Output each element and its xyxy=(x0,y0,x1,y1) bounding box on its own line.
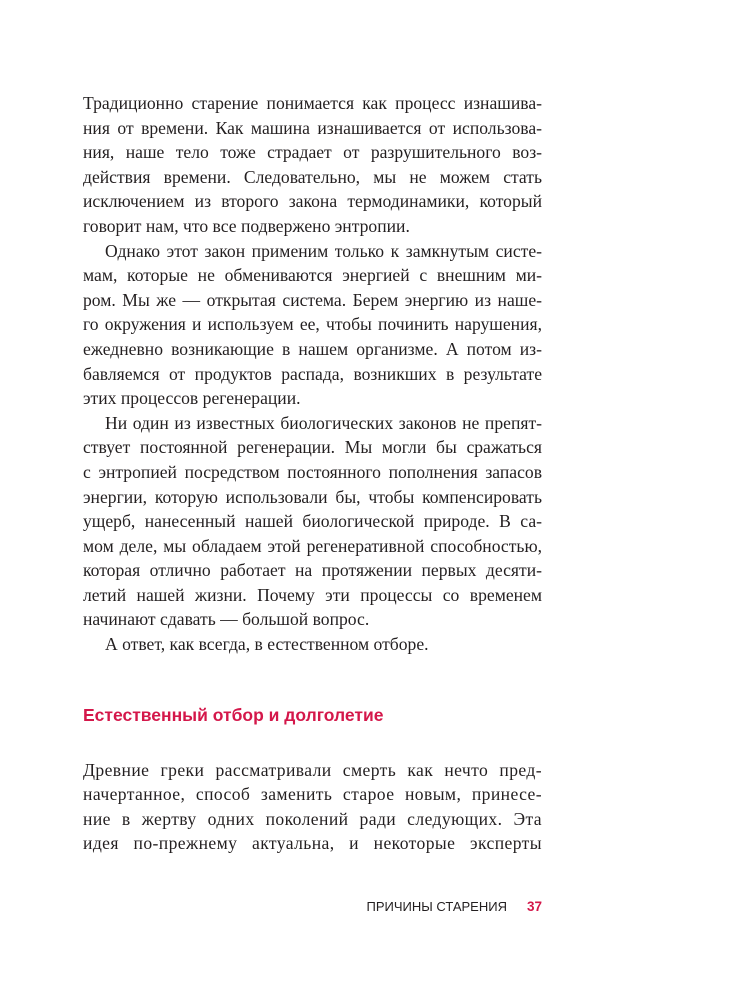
page-number: 37 xyxy=(526,899,542,914)
text-line: с энтропией посредством постоянного пополнения запасов xyxy=(83,461,542,482)
text-line: действия времени. Следовательно, мы не можем стать xyxy=(83,166,542,187)
running-title: ПРИЧИНЫ СТАРЕНИЯ xyxy=(366,899,507,914)
text-line: которая отлично работает на протяжении первых десяти- xyxy=(83,560,542,581)
text-line: начертанное, способ заменить старое новым, принесе- xyxy=(83,784,542,805)
text-line: летий нашей жизни. Почему эти процессы со временем xyxy=(83,584,542,605)
text-line: А ответ, как всегда, в естественном отборе. xyxy=(105,634,429,655)
body-text-bottom xyxy=(83,758,542,856)
text-line: ние в жертву одних поколений ради следующих. Эта xyxy=(83,808,542,829)
text-line: говорит нам, что все подвержено энтропии. xyxy=(83,215,410,236)
text-line: Однако этот закон применим только к замкнутым систе- xyxy=(105,240,542,261)
text-line: ния, наше тело тоже страдает от разрушительного воз- xyxy=(83,142,542,163)
text-line: Древние греки рассматривали смерть как нечто пред- xyxy=(83,760,542,780)
text-line: начинают сдавать — большой вопрос. xyxy=(83,609,370,630)
text-line: ущерб, нанесенный нашей биологической природе. В са- xyxy=(83,511,542,532)
text-line: энергии, которую использовали бы, чтобы компенсировать xyxy=(83,486,542,507)
section-heading: Естественный отбор и долголетие xyxy=(83,705,384,725)
text-line: мам, которые не обмениваются энергией с внешним ми- xyxy=(83,265,542,286)
text-line: Ни один из известных биологических законов не препят- xyxy=(105,412,542,433)
page-footer xyxy=(366,899,542,914)
text-line: бавляемся от продуктов распада, возникших в результате xyxy=(83,363,542,384)
body-text-top xyxy=(83,91,542,657)
text-line: ствует постоянной регенерации. Мы могли бы сражаться xyxy=(83,437,542,458)
text-line: исключением из второго закона термодинамики, который xyxy=(83,191,542,212)
text-line: мом деле, мы обладаем этой регенеративной способностью, xyxy=(83,535,542,556)
text-line: этих процессов регенерации. xyxy=(83,388,301,409)
text-line: ния от времени. Как машина изнашивается от использова- xyxy=(83,117,542,138)
text-line: го окружения и используем ее, чтобы починить нарушения, xyxy=(83,314,542,335)
text-line: ежедневно возникающие в нашем организме. А потом из- xyxy=(83,338,542,359)
text-line: Традиционно старение понимается как процесс изнашива- xyxy=(83,93,542,113)
text-line: ром. Мы же — открытая система. Берем энергию из наше- xyxy=(83,289,542,310)
text-line: идея по-прежнему актуальна, и некоторые эксперты xyxy=(83,833,542,854)
